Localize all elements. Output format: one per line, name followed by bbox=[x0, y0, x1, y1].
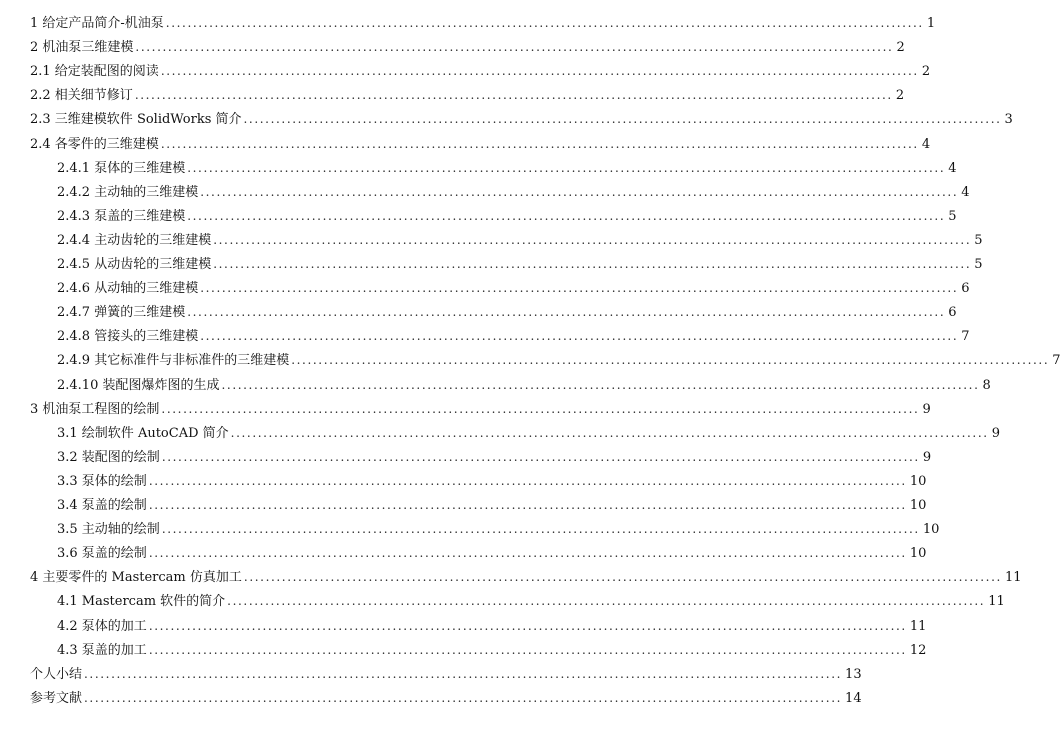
toc-entry-title: 个人小结 bbox=[30, 666, 83, 682]
toc-entry-title: 2.4.3 泵盖的三维建模 bbox=[57, 208, 186, 224]
toc-entry[interactable] bbox=[0, 613, 927, 637]
toc-entry-page-number: 7 bbox=[961, 329, 970, 345]
toc-entry-line bbox=[57, 159, 957, 177]
toc-entry-page-number: 7 bbox=[1052, 353, 1061, 369]
toc-entry-line bbox=[57, 617, 927, 635]
toc-entry[interactable] bbox=[0, 323, 970, 347]
toc-entry[interactable] bbox=[0, 420, 1000, 444]
toc-entry-line bbox=[30, 135, 931, 153]
toc-entry-page-number: 4 bbox=[921, 136, 931, 152]
toc-dot-leader: ............................................................................................................................................ bbox=[134, 88, 893, 103]
toc-entry[interactable] bbox=[0, 179, 970, 203]
toc-entry-title: 2.4.4 主动齿轮的三维建模 bbox=[57, 232, 212, 248]
toc-dot-leader: ............................................................................................................................................ bbox=[160, 136, 919, 151]
toc-dot-leader: ............................................................................................................................................ bbox=[148, 642, 907, 657]
toc-entry[interactable] bbox=[0, 58, 931, 82]
toc-entry[interactable] bbox=[0, 444, 932, 468]
toc-entry-page-number: 5 bbox=[974, 257, 983, 272]
toc-entry-title: 2.4 各零件的三维建模 bbox=[30, 136, 159, 152]
toc-dot-leader: ............................................................................................................................................ bbox=[148, 546, 907, 561]
toc-dot-leader: ............................................................................................................................................ bbox=[200, 329, 959, 344]
toc-entry[interactable] bbox=[0, 82, 905, 106]
toc-entry-line bbox=[30, 62, 931, 80]
toc-entry-page-number: 10 bbox=[909, 498, 927, 513]
toc-entry-page-number: 9 bbox=[991, 425, 1000, 441]
toc-dot-leader: ............................................................................................................................................ bbox=[187, 305, 946, 320]
toc-entry-line bbox=[30, 400, 931, 418]
toc-entry[interactable] bbox=[0, 564, 1022, 588]
toc-entry-line bbox=[57, 279, 970, 297]
toc-entry-line bbox=[30, 568, 1022, 586]
toc-entry-page-number: 14 bbox=[845, 690, 862, 706]
toc-entry-title: 3.5 主动轴的绘制 bbox=[57, 522, 160, 538]
toc-entry-title: 2.4.8 管接头的三维建模 bbox=[57, 329, 199, 345]
toc-entry-page-number: 2 bbox=[896, 40, 905, 56]
toc-entry-title: 4.3 泵盖的加工 bbox=[57, 642, 147, 658]
toc-entry-line bbox=[30, 38, 905, 56]
toc-entry-line bbox=[57, 592, 1005, 610]
toc-entry-title: 3.4 泵盖的绘制 bbox=[57, 498, 147, 513]
toc-entry-line bbox=[57, 351, 1061, 369]
toc-entry-line bbox=[30, 86, 905, 104]
toc-entry-title: 2.4.9 其它标准件与非标准件的三维建模 bbox=[57, 353, 290, 369]
toc-dot-leader: ............................................................................................................................................ bbox=[243, 112, 1002, 127]
toc-entry-page-number: 11 bbox=[988, 594, 1005, 610]
toc-entry-title: 2.4.1 泵体的三维建模 bbox=[57, 160, 186, 176]
toc-dot-leader: ............................................................................................................................................ bbox=[161, 449, 920, 464]
toc-dot-leader: ............................................................................................................................................ bbox=[187, 208, 946, 223]
toc-dot-leader: ............................................................................................................................................ bbox=[221, 377, 980, 392]
toc-dot-leader: ............................................................................................................................................ bbox=[291, 353, 1050, 368]
toc-entry[interactable] bbox=[0, 372, 991, 396]
toc-entry[interactable] bbox=[0, 34, 905, 58]
toc-entry[interactable] bbox=[0, 251, 983, 275]
toc-entry[interactable] bbox=[0, 299, 957, 323]
toc-entry-line bbox=[57, 472, 927, 490]
toc-dot-leader: ............................................................................................................................................ bbox=[148, 618, 907, 633]
toc-entry-line bbox=[57, 448, 932, 466]
toc-dot-leader: ............................................................................................................................................ bbox=[187, 160, 946, 175]
toc-entry-page-number: 2 bbox=[921, 64, 931, 80]
toc-entry[interactable] bbox=[0, 685, 862, 709]
toc-entry-page-number: 13 bbox=[845, 666, 862, 682]
toc-entry-title: 2 机油泵三维建模 bbox=[30, 40, 134, 56]
toc-entry-page-number: 11 bbox=[1004, 570, 1022, 586]
toc-entry[interactable] bbox=[0, 106, 1013, 130]
toc-dot-leader: ............................................................................................................................................ bbox=[160, 64, 919, 79]
toc-entry[interactable] bbox=[0, 540, 927, 564]
toc-entry-line bbox=[30, 110, 1013, 128]
toc-entry-title: 2.3 三维建模软件 SolidWorks 简介 bbox=[30, 112, 242, 128]
toc-entry-title: 2.2 相关细节修订 bbox=[30, 88, 133, 104]
toc-entry-line bbox=[30, 689, 862, 707]
toc-entry-title: 2.4.2 主动轴的三维建模 bbox=[57, 184, 199, 200]
toc-entry-line bbox=[57, 255, 983, 273]
toc-dot-leader: ............................................................................................................................................ bbox=[230, 425, 989, 440]
toc-entry[interactable] bbox=[0, 661, 862, 685]
toc-entry[interactable] bbox=[0, 131, 931, 155]
toc-entry-title: 3.3 泵体的绘制 bbox=[57, 473, 147, 489]
toc-entry-page-number: 5 bbox=[974, 232, 983, 248]
toc-entry-title: 3.1 绘制软件 AutoCAD 简介 bbox=[57, 425, 229, 441]
table-of-contents bbox=[0, 10, 1061, 740]
toc-entry[interactable] bbox=[0, 275, 970, 299]
toc-entry[interactable] bbox=[0, 155, 957, 179]
toc-entry-title: 3.6 泵盖的绘制 bbox=[57, 546, 147, 562]
toc-dot-leader: ............................................................................................................................................ bbox=[161, 522, 920, 537]
toc-dot-leader: ............................................................................................................................................ bbox=[135, 40, 894, 55]
toc-entry-title: 2.1 给定装配图的阅读 bbox=[30, 64, 159, 80]
toc-entry-page-number: 9 bbox=[922, 449, 932, 465]
toc-entry-line bbox=[30, 14, 936, 32]
toc-entry-page-number: 6 bbox=[948, 305, 957, 321]
toc-entry-title: 3.2 装配图的绘制 bbox=[57, 449, 160, 465]
toc-entry-line bbox=[57, 496, 927, 514]
toc-entry-page-number: 2 bbox=[895, 88, 905, 104]
toc-entry-line bbox=[57, 327, 970, 345]
toc-entry[interactable] bbox=[0, 588, 1005, 612]
toc-dot-leader: ............................................................................................................................................ bbox=[84, 666, 843, 681]
toc-entry-line bbox=[57, 424, 1000, 442]
toc-entry-line bbox=[57, 641, 927, 659]
toc-entry-page-number: 10 bbox=[909, 473, 927, 489]
toc-dot-leader: ............................................................................................................................................ bbox=[84, 690, 843, 705]
toc-entry-page-number: 6 bbox=[961, 281, 970, 297]
toc-entry-title: 2.4.6 从动轴的三维建模 bbox=[57, 281, 199, 297]
toc-entry-page-number: 1 bbox=[926, 16, 936, 31]
toc-entry-line bbox=[57, 183, 970, 201]
toc-entry-page-number: 4 bbox=[948, 160, 957, 176]
toc-entry-title: 2.4.5 从动齿轮的三维建模 bbox=[57, 257, 212, 272]
toc-entry[interactable] bbox=[0, 396, 931, 420]
toc-entry-page-number: 3 bbox=[1004, 112, 1013, 128]
toc-entry-title: 1 给定产品简介-机油泵 bbox=[30, 16, 164, 31]
toc-dot-leader: ............................................................................................................................................ bbox=[161, 401, 920, 416]
toc-entry[interactable] bbox=[0, 492, 927, 516]
toc-entry[interactable] bbox=[0, 203, 957, 227]
toc-dot-leader: ............................................................................................................................................ bbox=[165, 16, 924, 30]
toc-entry-title: 4.2 泵体的加工 bbox=[57, 618, 147, 634]
toc-entry-page-number: 9 bbox=[922, 401, 931, 417]
toc-entry[interactable] bbox=[0, 347, 1061, 371]
toc-entry-page-number: 4 bbox=[961, 184, 970, 200]
toc-entry-line bbox=[57, 376, 991, 394]
toc-entry[interactable] bbox=[0, 10, 936, 34]
toc-entry-title: 参考文献 bbox=[30, 690, 83, 706]
toc-entry-line bbox=[57, 207, 957, 225]
toc-entry[interactable] bbox=[0, 227, 983, 251]
toc-entry-line bbox=[57, 544, 927, 562]
toc-entry[interactable] bbox=[0, 468, 927, 492]
toc-entry-page-number: 8 bbox=[982, 377, 991, 393]
toc-dot-leader: ............................................................................................................................................ bbox=[148, 473, 907, 488]
toc-entry-title: 2.4.10 装配图爆炸图的生成 bbox=[57, 377, 220, 393]
toc-entry-line bbox=[30, 665, 862, 683]
toc-entry-title: 4 主要零件的 Mastercam 仿真加工 bbox=[30, 570, 242, 586]
toc-entry-line bbox=[57, 520, 940, 538]
toc-entry[interactable] bbox=[0, 516, 940, 540]
toc-entry-page-number: 11 bbox=[909, 618, 927, 634]
toc-entry-title: 2.4.7 弹簧的三维建模 bbox=[57, 305, 186, 321]
toc-entry-line bbox=[57, 231, 983, 249]
toc-dot-leader: ............................................................................................................................................ bbox=[213, 232, 972, 247]
toc-entry-page-number: 12 bbox=[909, 642, 927, 658]
toc-entry-line bbox=[57, 303, 957, 321]
toc-entry-title: 4.1 Mastercam 软件的简介 bbox=[57, 594, 226, 610]
toc-dot-leader: ............................................................................................................................................ bbox=[200, 184, 959, 199]
toc-dot-leader: ............................................................................................................................................ bbox=[148, 498, 907, 512]
toc-entry[interactable] bbox=[0, 637, 927, 661]
toc-dot-leader: ............................................................................................................................................ bbox=[243, 570, 1002, 585]
toc-entry-page-number: 5 bbox=[948, 208, 957, 224]
toc-entry-page-number: 10 bbox=[909, 546, 927, 562]
toc-dot-leader: ............................................................................................................................................ bbox=[200, 281, 959, 296]
toc-dot-leader: ............................................................................................................................................ bbox=[227, 594, 986, 609]
toc-dot-leader: ............................................................................................................................................ bbox=[213, 257, 972, 271]
toc-entry-title: 3 机油泵工程图的绘制 bbox=[30, 401, 160, 417]
toc-entry-page-number: 10 bbox=[922, 522, 940, 538]
